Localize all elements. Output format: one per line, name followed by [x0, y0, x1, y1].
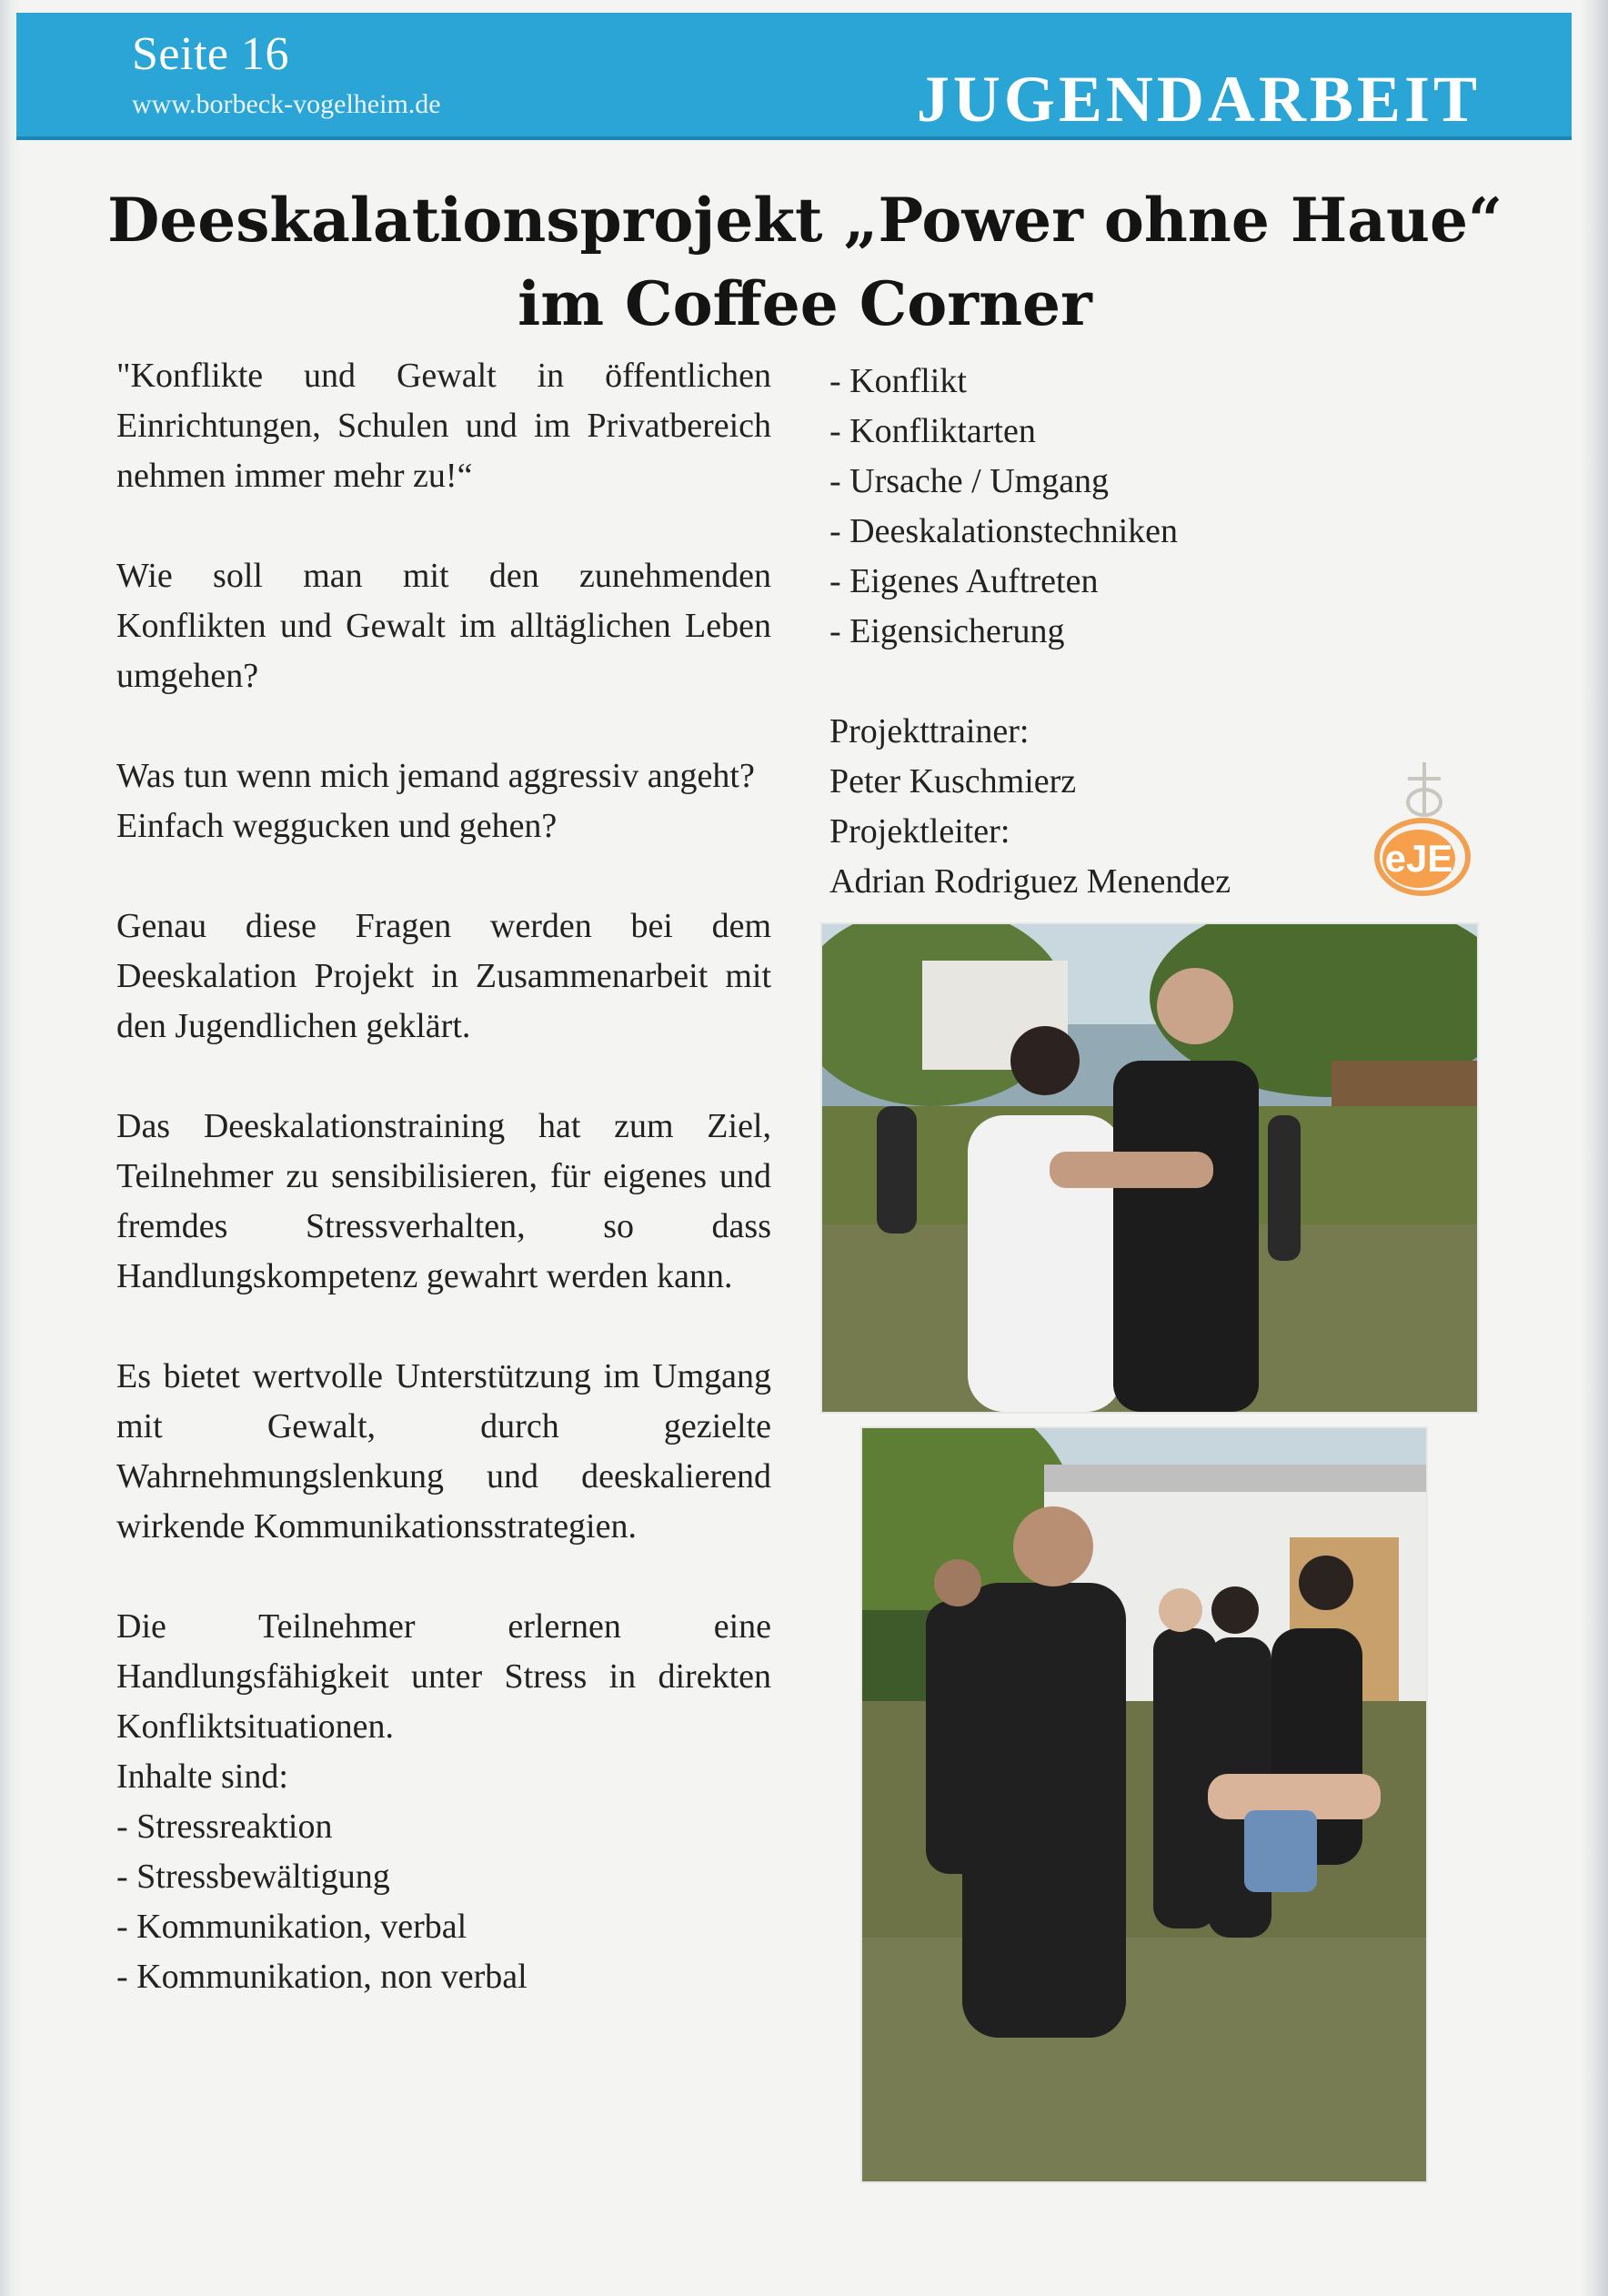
- paragraph-quote: "Konflikte und Gewalt in öffentlichen Einrichtungen, Schulen und im Privatbereich nehmen immer mehr zu!“: [116, 357, 771, 495]
- list-item: - Stressreaktion: [116, 1808, 333, 1846]
- page-edge-left: [0, 0, 20, 2296]
- article-title-line-1: Deeskalationsprojekt „Power ohne Haue“: [107, 185, 1502, 256]
- contents-label: Inhalte sind:: [116, 1757, 288, 1796]
- list-item: - Eigenes Auftreten: [829, 562, 1099, 600]
- paragraph-participants: Die Teilnehmer erlernen eine Handlungsfähigkeit unter Stress in direkten Konfliktsituationen.: [116, 1607, 771, 1746]
- eje-logo: [1368, 759, 1477, 904]
- list-item: - Konflikt: [829, 362, 967, 400]
- list-item: - Kommunikation, non verbal: [116, 1958, 528, 1996]
- svg-text:eJE: eJE: [1384, 837, 1453, 880]
- paragraph-support: Es bietet wertvolle Unterstützung im Umgang mit Gewalt, durch gezielte Wahrnehmungslenkung und deeskalierend wirkende Kommunikationsstrategien.: [116, 1357, 771, 1546]
- list-item: - Eigensicherung: [829, 612, 1065, 650]
- paragraph-question-1: Wie soll man mit den zunehmenden Konflikten und Gewalt im alltäglichen Leben umgehen?: [116, 557, 771, 695]
- cross-icon: [1408, 762, 1441, 815]
- trainer-label: Projekttrainer:: [829, 712, 1030, 750]
- paragraph-training-goal: Das Deeskalationstraining hat zum Ziel, Teilnehmer zu sensibilisieren, für eigenes und fremdes Stressverhalten, so dass Handlungskompetenz gewahrt werden kann.: [116, 1107, 771, 1295]
- contents-list: [116, 1802, 771, 2002]
- photo-training-2: [862, 1428, 1426, 2181]
- page-number: Seite 16: [132, 28, 289, 80]
- topics-list: [829, 357, 1339, 657]
- list-item: - Deeskalationstechniken: [829, 512, 1179, 550]
- paragraph-question-2: Was tun wenn mich jemand aggressiv angeht?: [116, 757, 755, 795]
- website-url: www.borbeck-vogelheim.de: [132, 89, 441, 119]
- credits: [829, 707, 1339, 907]
- page-edge-right: [1581, 0, 1608, 2296]
- list-item: - Konfliktarten: [829, 412, 1036, 450]
- list-item: - Ursache / Umgang: [829, 462, 1110, 500]
- right-column: [829, 357, 1339, 907]
- list-item: - Kommunikation, verbal: [116, 1908, 467, 1946]
- leader-name: Adrian Rodriguez Menendez: [829, 862, 1231, 901]
- left-column: [116, 351, 771, 2002]
- photo-training-1: [822, 924, 1477, 1412]
- paragraph-project-intro: Genau diese Fragen werden bei dem Deeskalation Projekt in Zusammenarbeit mit den Jugendlichen geklärt.: [116, 907, 771, 1045]
- list-item: - Stressbewältigung: [116, 1858, 390, 1896]
- article-title: [91, 178, 1519, 346]
- article-title-line-2: im Coffee Corner: [518, 268, 1092, 339]
- section-title: JUGENDARBEIT: [916, 63, 1481, 136]
- paragraph-question-3: Einfach weggucken und gehen?: [116, 807, 558, 845]
- trainer-name: Peter Kuschmierz: [829, 762, 1077, 801]
- leader-label: Projektleiter:: [829, 812, 1010, 851]
